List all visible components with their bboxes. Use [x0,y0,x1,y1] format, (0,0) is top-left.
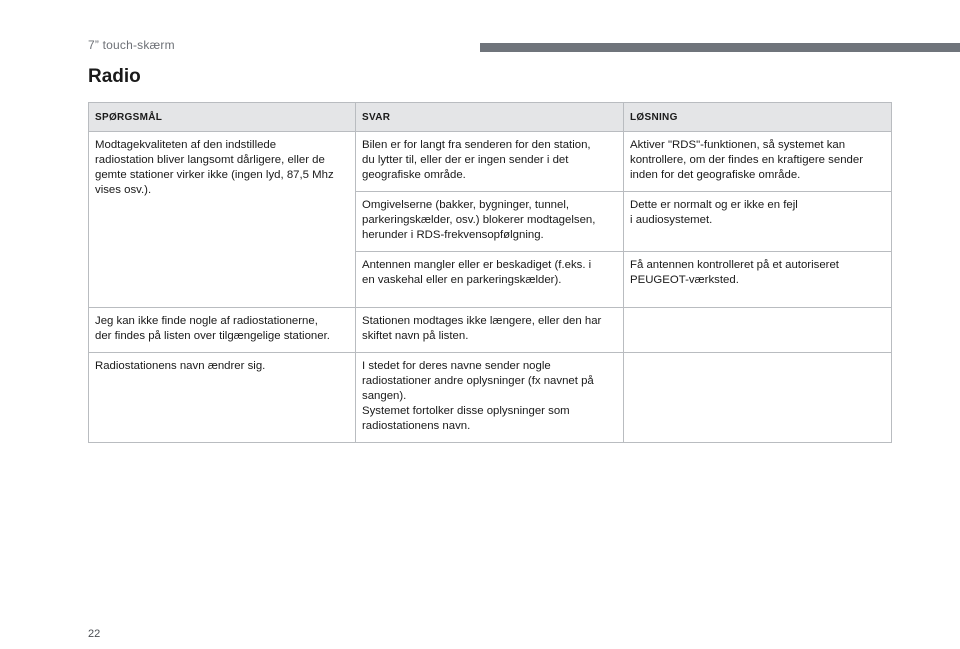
troubleshooting-table [88,102,892,443]
header-decoration-bar [480,43,960,52]
solution-cell: Få antennen kontrolleret på et autoriseret PEUGEOT-værksted. [624,252,892,308]
table-row [89,132,892,192]
page-number: 22 [88,628,101,640]
table-header-row [89,103,892,132]
answer-cell: I stedet for deres navne sender nogle radiostationer andre oplysninger (fx navnet på sangen). Systemet fortolker disse oplysninger som radiostationens navn. [356,353,624,443]
column-header-answer: SVAR [356,103,624,132]
solution-cell: Aktiver "RDS"-funktionen, så systemet kan kontrollere, om der findes en kraftigere sender inden for det geografiske område. [624,132,892,192]
question-cell: Jeg kan ikke finde nogle af radiostationerne, der findes på listen over tilgængelige stationer. [89,308,356,353]
answer-cell: Stationen modtages ikke længere, eller den har skiftet navn på listen. [356,308,624,353]
answer-cell: Antennen mangler eller er beskadiget (f.eks. i en vaskehal eller en parkeringskælder). [356,252,624,308]
column-header-question: SPØRGSMÅL [89,103,356,132]
answer-cell: Omgivelserne (bakker, bygninger, tunnel, parkeringskælder, osv.) blokerer modtagelsen, herunder i RDS-frekvensopfølgning. [356,192,624,252]
solution-cell: Dette er normalt og er ikke en fejl i audiosystemet. [624,192,892,252]
answer-cell: Bilen er for langt fra senderen for den station, du lytter til, eller der er ingen sender i det geografiske område. [356,132,624,192]
solution-cell [624,353,892,443]
table-row [89,308,892,353]
question-cell: Radiostationens navn ændrer sig. [89,353,356,443]
question-cell: Modtagekvaliteten af den indstillede radiostation bliver langsomt dårligere, eller de gemte stationer virker ikke (ingen lyd, 87,5 Mhz vises osv.). [89,132,356,308]
column-header-solution: LØSNING [624,103,892,132]
table-row [89,353,892,443]
section-title: Radio [88,66,141,87]
solution-cell [624,308,892,353]
chapter-title: 7” touch-skærm [88,38,175,52]
